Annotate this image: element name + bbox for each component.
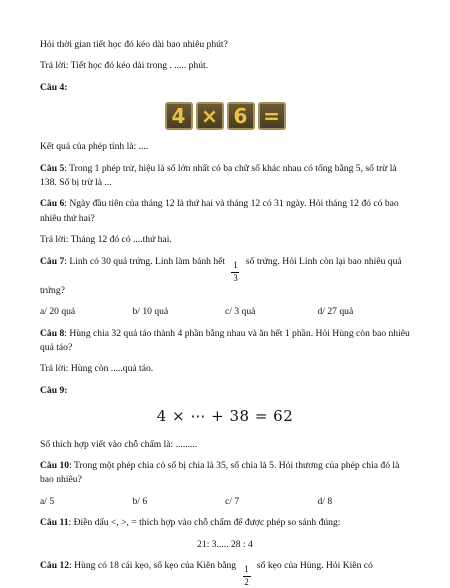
question-8-answer: Trả lời: Hùng còn .....quả táo. [40, 363, 154, 375]
question-9-title: Câu 9: [40, 384, 68, 396]
option-d: d/ 27 quả [317, 306, 354, 318]
tile-6: 6 [227, 102, 255, 130]
question-8: Câu 8: Hùng chia 32 quả táo thành 4 phần bằng nhau và ăn hết 1 phần. Hỏi Hùng còn bao nhiêu quả táo? [40, 327, 410, 353]
question-10: Câu 10: Trong một phép chia có số bị chia là 35, số chia là 5. Hỏi thương của phép chia đó là bao nhiêu? [40, 460, 400, 486]
tile-4: 4 [165, 102, 193, 130]
question-4-title: Câu 4: [40, 81, 68, 93]
question-6-answer: Trả lời: Tháng 12 đó có ....thứ hai. [40, 234, 172, 246]
question-6: Câu 6: Ngày đầu tiên của tháng 12 là thứ hai và tháng 12 có 31 ngày. Hỏi tháng 12 đó có bao nhiêu thứ hai? [40, 198, 399, 224]
question-9-text: Số thích hợp viết vào chỗ chấm là: ......... [40, 438, 198, 450]
question-11-expression: 21: 3..... 28 : 4 [197, 538, 253, 550]
question-3-answer: Trả lời: Tiết học đó kéo dài trong . ..... phút. [40, 60, 209, 72]
question-12: Câu 12: Hùng có 18 cái kẹo, số kẹo của Kiên bằng $\frac{1}{2}$ số kẹo của Hùng. Hỏi Kiên có [40, 559, 373, 588]
option-b: b/ 6 [132, 495, 148, 507]
option-c: c/ 3 quả [225, 306, 256, 318]
question-3-tail: Hỏi thời gian tiết học đó kéo dài bao nhiêu phút? [40, 39, 228, 50]
question-10-options [40, 495, 410, 509]
option-a: a/ 5 [40, 495, 55, 507]
option-c: c/ 7 [225, 495, 240, 507]
option-d: d/ 8 [317, 495, 333, 507]
question-4-text: Kết quả của phép tính là: .... [40, 141, 149, 153]
question-4-tiles [40, 102, 410, 130]
question-7: Câu 7: Linh có 30 quả trứng. Linh làm bánh hết $\frac{1}{3}$ số trứng. Hỏi Linh còn lại bao nhiêu quả trứng? [40, 255, 402, 296]
question-7-options [40, 305, 410, 319]
fraction-one-half: $\frac{1}{2}$ [244, 564, 249, 588]
fraction-one-third: $\frac{1}{3}$ [233, 260, 238, 283]
question-5: Câu 5: Trong 1 phép trừ, hiệu là số lớn nhất có ba chữ số khác nhau có tổng bằng 5, số trừ là 138. Số bị trừ là ... [40, 162, 397, 188]
tile-equals: = [258, 102, 286, 130]
option-b: b/ 10 quả [132, 306, 169, 318]
option-a: a/ 20 quả [40, 306, 76, 318]
question-9-equation: 4 × ⋯ + 38 = 62 [156, 407, 294, 426]
tile-times: × [196, 102, 224, 130]
question-11: Câu 11: Điền dấu <, >, = thích hợp vào chỗ chấm để được phép so sánh đúng: [40, 517, 341, 529]
